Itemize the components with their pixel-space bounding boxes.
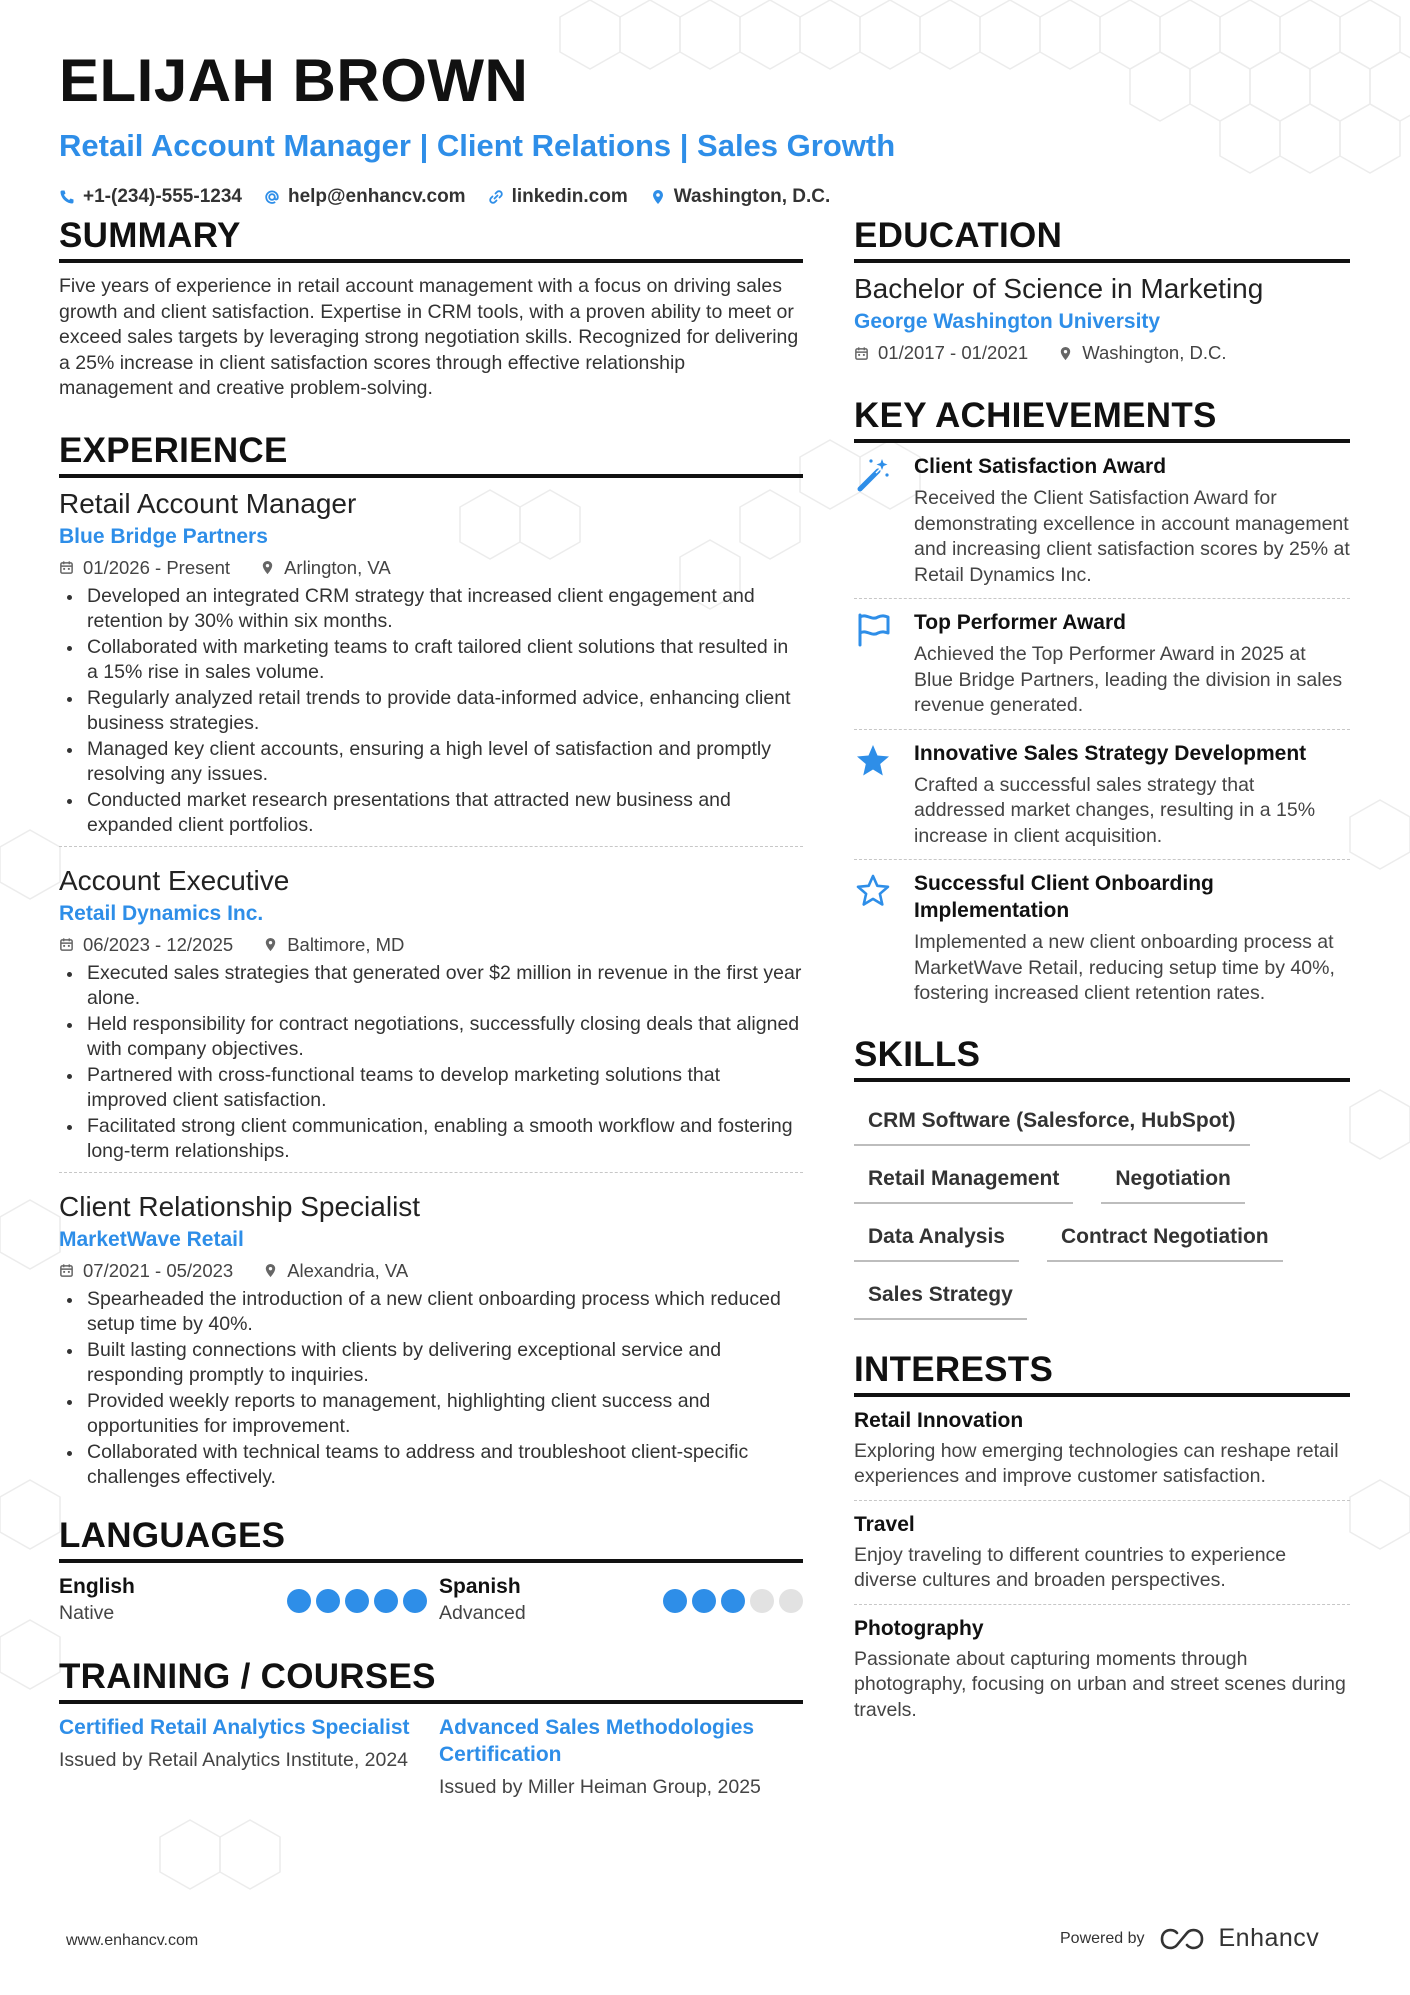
section-title-interests: INTERESTS xyxy=(854,1350,1350,1397)
course-item xyxy=(59,1714,431,1800)
location-pin-icon xyxy=(1058,346,1073,361)
interest-title: Travel xyxy=(854,1512,915,1536)
education-location xyxy=(1058,341,1226,365)
left-column xyxy=(59,216,803,1800)
rating-dot xyxy=(750,1589,774,1613)
job-dates-text: 06/2023 - 12/2025 xyxy=(83,933,234,955)
resume-header xyxy=(59,46,1349,208)
rating-dot xyxy=(374,1589,398,1613)
interest-item xyxy=(854,1500,1350,1604)
calendar-icon xyxy=(59,1263,74,1278)
interest-item xyxy=(854,1604,1350,1734)
education-section xyxy=(854,216,1350,365)
course-desc: Issued by Retail Analytics Institute, 2024 xyxy=(59,1748,409,1771)
job-title: Retail Account Manager xyxy=(59,487,357,519)
footer-website[interactable]: www.enhancv.com xyxy=(66,1932,199,1949)
job-location xyxy=(260,556,391,580)
job-bullet: Executed sales strategies that generated over $2 million in revenue in the first year alone. xyxy=(59,961,803,1012)
rating-dot xyxy=(663,1589,687,1613)
powered-by-label: Powered by xyxy=(1060,1929,1145,1947)
interest-desc: Exploring how emerging technologies can reshape retail experiences and improve customer satisfaction. xyxy=(854,1439,1339,1487)
job-entry xyxy=(59,487,803,846)
achievement-desc: Achieved the Top Performer Award in 2025 at Blue Bridge Partners, leading the division in sales revenue generated. xyxy=(914,643,1343,716)
section-title-achievements: KEY ACHIEVEMENTS xyxy=(854,396,1350,443)
right-column xyxy=(854,216,1350,1733)
job-dates-text: 07/2021 - 05/2023 xyxy=(83,1259,234,1281)
course-item xyxy=(431,1714,803,1800)
achievement-icon-wrap xyxy=(854,740,898,850)
course-title: Advanced Sales Methodologies Certification xyxy=(439,1715,755,1766)
job-dates xyxy=(59,1259,233,1283)
job-bullet: Partnered with cross-functional teams to develop marketing solutions that improved client satisfaction. xyxy=(59,1063,803,1114)
job-bullet: Managed key client accounts, ensuring a high level of satisfaction and promptly resolving any issues. xyxy=(59,737,803,788)
achievement-body xyxy=(914,609,1350,719)
rating-dot xyxy=(403,1589,427,1613)
achievement-desc: Crafted a successful sales strategy that addressed market changes, resulting in a 15% increase in client acquisition. xyxy=(914,773,1316,847)
course-title: Certified Retail Analytics Specialist xyxy=(59,1715,410,1739)
skill-tag: Contract Negotiation xyxy=(1047,1212,1283,1262)
job-location xyxy=(263,1259,408,1283)
achievement-icon-wrap xyxy=(854,870,898,1007)
achievement-body xyxy=(914,740,1350,850)
achievement-title: Innovative Sales Strategy Development xyxy=(914,741,1307,765)
skill-tag: Retail Management xyxy=(854,1154,1073,1204)
star-outline-icon xyxy=(854,872,892,910)
summary-text: Five years of experience in retail account management with a focus on driving sales growth and client satisfaction. Expertise in CRM tools, with a proven ability to meet or exceed sales targets by leveraging strong negotiation skills. Recognized for delivering a 25% increase in client satisfaction scores through effective relationship management and creative problem-solving. xyxy=(59,275,799,399)
course-desc: Issued by Miller Heiman Group, 2025 xyxy=(439,1775,761,1798)
flag-icon xyxy=(854,611,892,649)
rating-dot xyxy=(345,1589,369,1613)
location-pin-icon xyxy=(263,937,278,952)
contact-location xyxy=(650,186,831,208)
achievement-item xyxy=(854,443,1350,598)
language-item xyxy=(59,1573,431,1627)
contact-row xyxy=(59,186,1349,208)
location-text: Washington, D.C. xyxy=(673,186,831,207)
interests-section xyxy=(854,1350,1350,1734)
location-pin-icon xyxy=(650,189,666,205)
job-title: Client Relationship Specialist xyxy=(59,1190,421,1222)
language-level: Native xyxy=(59,1601,115,1624)
job-bullet: Regularly analyzed retail trends to provide data-informed advice, enhancing client business strategies. xyxy=(59,686,803,737)
skill-tag: Sales Strategy xyxy=(854,1270,1027,1320)
language-name: Spanish xyxy=(439,1574,521,1598)
skills-list xyxy=(854,1088,1350,1320)
achievement-item xyxy=(854,598,1350,729)
job-meta xyxy=(59,933,803,957)
section-title-languages: LANGUAGES xyxy=(59,1516,803,1563)
job-location xyxy=(263,933,404,957)
section-title-skills: SKILLS xyxy=(854,1035,1350,1082)
language-level: Advanced xyxy=(439,1601,526,1624)
rating-dot xyxy=(692,1589,716,1613)
job-bullets xyxy=(59,1287,803,1491)
job-location-text: Baltimore, MD xyxy=(287,933,405,955)
candidate-tagline: Retail Account Manager | Client Relations | Sales Growth xyxy=(59,128,896,163)
calendar-icon xyxy=(854,346,869,361)
rating-dot xyxy=(287,1589,311,1613)
language-text xyxy=(59,1573,135,1627)
contact-email[interactable] xyxy=(264,186,466,208)
location-pin-icon xyxy=(263,1263,278,1278)
job-location-text: Arlington, VA xyxy=(284,556,391,578)
job-entry xyxy=(59,1172,803,1498)
job-company: Blue Bridge Partners xyxy=(59,524,268,548)
achievement-icon-wrap xyxy=(854,453,898,588)
phone-icon xyxy=(59,189,75,205)
skill-tag: CRM Software (Salesforce, HubSpot) xyxy=(854,1096,1250,1146)
languages-section xyxy=(59,1516,803,1627)
contact-phone[interactable] xyxy=(59,186,242,208)
experience-section xyxy=(59,431,803,1498)
magic-wand-icon xyxy=(854,455,892,493)
candidate-name: ELIJAH BROWN xyxy=(59,47,529,114)
job-bullet: Developed an integrated CRM strategy that increased client engagement and retention by 30% within six months. xyxy=(59,584,803,635)
job-bullet: Provided weekly reports to management, highlighting client success and opportunities for improvement. xyxy=(59,1389,803,1440)
job-bullet: Conducted market research presentations that attracted new business and expanded client portfolios. xyxy=(59,788,803,839)
job-location-text: Alexandria, VA xyxy=(287,1259,409,1281)
job-bullet: Collaborated with marketing teams to craft tailored client solutions that resulted in a 15% rise in sales volume. xyxy=(59,635,803,686)
job-bullet: Spearheaded the introduction of a new client onboarding process which reduced setup time by 40%. xyxy=(59,1287,803,1338)
language-rating xyxy=(663,1589,803,1627)
education-dates xyxy=(854,341,1028,365)
interest-title: Photography xyxy=(854,1616,984,1640)
achievement-title: Successful Client Onboarding Implementation xyxy=(914,872,1214,922)
achievement-body xyxy=(914,453,1350,588)
skill-tag: Data Analysis xyxy=(854,1212,1019,1262)
training-section xyxy=(59,1657,803,1800)
job-bullets xyxy=(59,584,803,839)
linkedin-text: linkedin.com xyxy=(511,186,628,207)
brand-name: Enhancv xyxy=(1218,1924,1320,1952)
job-dates-text: 01/2026 - Present xyxy=(83,556,231,578)
job-bullets xyxy=(59,961,803,1165)
contact-linkedin[interactable] xyxy=(488,186,628,208)
job-company: MarketWave Retail xyxy=(59,1227,244,1251)
interest-desc: Enjoy traveling to different countries to experience diverse cultures and broaden perspectives. xyxy=(854,1543,1287,1591)
achievement-body xyxy=(914,870,1350,1007)
language-rating xyxy=(287,1589,427,1627)
at-sign-icon xyxy=(264,189,280,205)
achievement-item xyxy=(854,859,1350,1017)
interest-title: Retail Innovation xyxy=(854,1408,1024,1432)
job-meta xyxy=(59,556,803,580)
language-name: English xyxy=(59,1574,135,1598)
education-location-text: Washington, D.C. xyxy=(1082,342,1227,363)
job-bullet: Held responsibility for contract negotiations, successfully closing deals that aligned with company objectives. xyxy=(59,1012,803,1063)
achievement-icon-wrap xyxy=(854,609,898,719)
job-entry xyxy=(59,846,803,1172)
footer-branding[interactable] xyxy=(1060,1924,1319,1953)
star-filled-icon xyxy=(854,742,892,780)
languages-list xyxy=(59,1573,803,1627)
link-icon xyxy=(488,189,504,205)
achievement-desc: Received the Client Satisfaction Award for demonstrating excellence in account management and increasing client satisfaction scores by 25% at Retail Dynamics Inc. xyxy=(914,487,1350,586)
summary-section xyxy=(59,216,803,402)
section-title-experience: EXPERIENCE xyxy=(59,431,803,478)
education-dates-text: 01/2017 - 01/2021 xyxy=(878,342,1029,363)
job-bullet: Collaborated with technical teams to address and troubleshoot client-specific challenges effectively. xyxy=(59,1440,803,1491)
interest-desc: Passionate about capturing moments through photography, focusing on urban and street scenes during travels. xyxy=(854,1647,1346,1721)
achievement-desc: Implemented a new client onboarding process at MarketWave Retail, reducing setup time by 40%, fostering increased client retention rates. xyxy=(914,931,1335,1004)
section-title-training: TRAINING / COURSES xyxy=(59,1657,803,1704)
calendar-icon xyxy=(59,560,74,575)
section-title-summary: SUMMARY xyxy=(59,216,803,263)
interest-item xyxy=(854,1397,1350,1500)
education-school: George Washington University xyxy=(854,310,1161,333)
education-meta xyxy=(854,341,1350,365)
skills-section xyxy=(854,1035,1350,1320)
achievements-section xyxy=(854,396,1350,1017)
enhancv-logo-icon xyxy=(1159,1927,1205,1951)
phone-text: +1-(234)-555-1234 xyxy=(83,186,242,207)
email-text: help@enhancv.com xyxy=(287,186,466,207)
job-title: Account Executive xyxy=(59,864,290,896)
job-meta xyxy=(59,1259,803,1283)
skill-tag: Negotiation xyxy=(1101,1154,1245,1204)
language-text xyxy=(439,1573,526,1627)
language-item xyxy=(431,1573,803,1627)
location-pin-icon xyxy=(260,560,275,575)
achievement-item xyxy=(854,729,1350,860)
calendar-icon xyxy=(59,937,74,952)
job-dates xyxy=(59,933,233,957)
job-bullet: Facilitated strong client communication, enabling a smooth workflow and fostering long-term relationships. xyxy=(59,1114,803,1165)
achievement-title: Client Satisfaction Award xyxy=(914,455,1167,478)
education-degree: Bachelor of Science in Marketing xyxy=(854,273,1264,304)
rating-dot xyxy=(721,1589,745,1613)
job-bullet: Built lasting connections with clients by delivering exceptional service and responding promptly to inquiries. xyxy=(59,1338,803,1389)
job-dates xyxy=(59,556,230,580)
courses-list xyxy=(59,1714,803,1800)
rating-dot xyxy=(316,1589,340,1613)
section-title-education: EDUCATION xyxy=(854,216,1350,263)
rating-dot xyxy=(779,1589,803,1613)
achievement-title: Top Performer Award xyxy=(914,611,1126,634)
job-company: Retail Dynamics Inc. xyxy=(59,901,264,925)
